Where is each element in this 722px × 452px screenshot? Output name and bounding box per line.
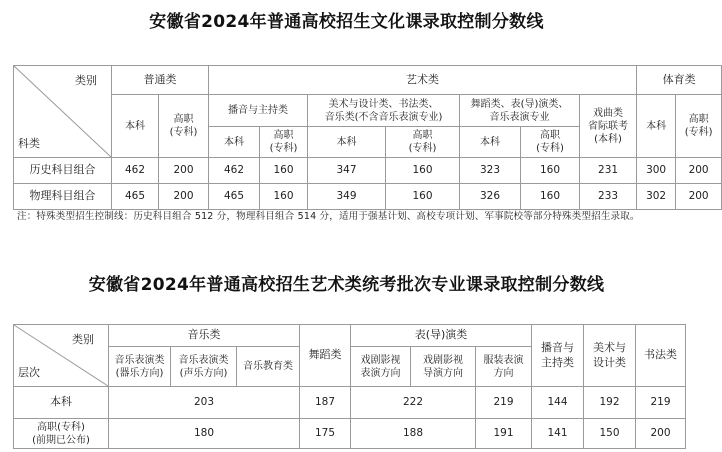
table-row xyxy=(14,184,722,210)
row-label: 高职(专科) (前期已公布) xyxy=(14,419,109,449)
footnote: 注：特殊类型招生控制线：历史科目组合 512 分，物理科目组合 514 分，适用于强基计划、高校专项计划、军事院校等部分特殊类型招生录取。 xyxy=(17,211,640,222)
table-row xyxy=(14,419,686,449)
score-cell: 326 xyxy=(460,184,521,210)
header-putong-gaozhi: 高职 (专科) xyxy=(159,95,209,158)
score-cell: 187 xyxy=(300,387,351,419)
header-shufa: 书法类 xyxy=(636,325,686,387)
row-label: 历史科目组合 xyxy=(14,158,112,184)
score-cell: 175 xyxy=(300,419,351,449)
score-cell: 200 xyxy=(676,184,722,210)
header-biaoyan: 表(导)演类 xyxy=(351,325,532,347)
header-meishu: 美术与 设计类 xyxy=(584,325,636,387)
score-cell: 144 xyxy=(532,387,584,419)
score-cell: 192 xyxy=(584,387,636,419)
score-cell: 180 xyxy=(109,419,300,449)
header-xiqu: 戏曲类 省际联考 (本科) xyxy=(580,95,637,158)
header-yinyue: 音乐类 xyxy=(109,325,300,347)
table-yishu xyxy=(13,324,686,449)
header-tiyu: 体育类 xyxy=(637,66,722,95)
score-cell: 141 xyxy=(532,419,584,449)
header-bochi: 播音与 主持类 xyxy=(532,325,584,387)
score-cell: 302 xyxy=(637,184,676,210)
title-wenhua: 安徽省2024年普通高校招生文化课录取控制分数线 xyxy=(149,12,544,32)
score-cell: 150 xyxy=(584,419,636,449)
header-bochi-benke: 本科 xyxy=(209,127,260,158)
score-cell: 462 xyxy=(112,158,159,184)
header-wudao: 舞蹈类 xyxy=(300,325,351,387)
corner-label-leibie: 类别 xyxy=(75,74,97,87)
score-cell: 160 xyxy=(521,184,580,210)
table-row xyxy=(14,158,722,184)
header-yinyue-jiaoyu: 音乐教育类 xyxy=(237,347,300,387)
table-row xyxy=(14,387,686,419)
score-cell: 233 xyxy=(580,184,637,210)
score-cell: 349 xyxy=(308,184,386,210)
table-wenhua xyxy=(13,65,722,210)
row-label: 物理科目组合 xyxy=(14,184,112,210)
score-cell: 219 xyxy=(476,387,532,419)
score-cell: 231 xyxy=(580,158,637,184)
score-cell: 300 xyxy=(637,158,676,184)
corner-header xyxy=(14,325,109,387)
header-putong: 普通类 xyxy=(112,66,209,95)
header-putong-benke: 本科 xyxy=(112,95,159,158)
score-cell: 462 xyxy=(209,158,260,184)
header-tiyu-benke: 本科 xyxy=(637,95,676,158)
header-meishu-benke: 本科 xyxy=(308,127,386,158)
score-cell: 203 xyxy=(109,387,300,419)
corner-label-cengci: 层次 xyxy=(18,365,40,379)
header-bochi: 播音与主持类 xyxy=(209,95,308,127)
header-yinyue-qiyue: 音乐表演类 (器乐方向) xyxy=(109,347,171,387)
header-biaoyan-daoyan: 戏剧影视 导演方向 xyxy=(411,347,476,387)
header-wudao-benke: 本科 xyxy=(460,127,521,158)
score-cell: 191 xyxy=(476,419,532,449)
corner-label-kelei: 科类 xyxy=(18,136,40,150)
score-cell: 160 xyxy=(260,184,308,210)
score-cell: 200 xyxy=(159,158,209,184)
header-wudao: 舞蹈类、表(导)演类、 音乐表演专业 xyxy=(460,95,580,127)
score-cell: 160 xyxy=(386,158,460,184)
score-cell: 465 xyxy=(209,184,260,210)
row-label: 本科 xyxy=(14,387,109,419)
score-cell: 222 xyxy=(351,387,476,419)
title-yishu: 安徽省2024年普通高校招生艺术类统考批次专业课录取控制分数线 xyxy=(88,275,605,295)
score-cell: 465 xyxy=(112,184,159,210)
score-cell: 160 xyxy=(521,158,580,184)
score-cell: 347 xyxy=(308,158,386,184)
corner-label-leibie: 类别 xyxy=(72,333,94,346)
header-meishu: 美术与设计类、书法类、 音乐类(不含音乐表演专业) xyxy=(308,95,460,127)
score-cell: 200 xyxy=(676,158,722,184)
header-yinyue-shengyue: 音乐表演类 (声乐方向) xyxy=(171,347,237,387)
score-cell: 200 xyxy=(636,419,686,449)
header-biaoyan-xiju: 戏剧影视 表演方向 xyxy=(351,347,411,387)
header-bochi-gaozhi: 高职 (专科) xyxy=(260,127,308,158)
header-yishu: 艺术类 xyxy=(209,66,637,95)
score-cell: 323 xyxy=(460,158,521,184)
score-cell: 160 xyxy=(260,158,308,184)
header-biaoyan-fuzhuang: 服装表演 方向 xyxy=(476,347,532,387)
header-wudao-gaozhi: 高职 (专科) xyxy=(521,127,580,158)
header-meishu-gaozhi: 高职 (专科) xyxy=(386,127,460,158)
score-cell: 160 xyxy=(386,184,460,210)
corner-header xyxy=(14,66,112,158)
score-cell: 219 xyxy=(636,387,686,419)
score-cell: 188 xyxy=(351,419,476,449)
header-tiyu-gaozhi: 高职 (专科) xyxy=(676,95,722,158)
score-cell: 200 xyxy=(159,184,209,210)
